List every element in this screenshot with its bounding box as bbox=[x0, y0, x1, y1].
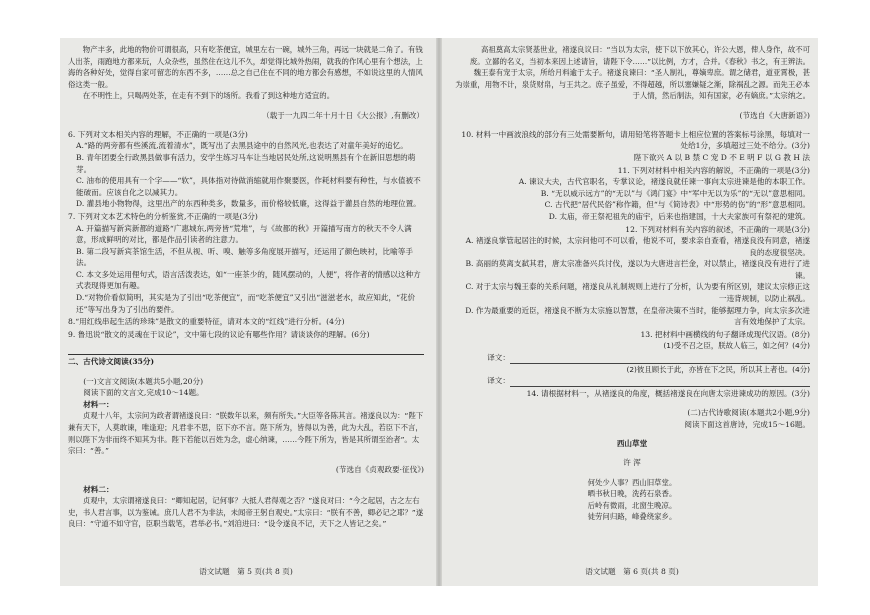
translation-1-text: 译文： bbox=[487, 353, 510, 363]
subsection-classical-prose: (一)文言文阅读(本题共5小题,20分) bbox=[83, 376, 204, 386]
page-5-footer: 语文试题 第 5 页(共 8 页) bbox=[199, 567, 293, 577]
material-2-label: 材料二： bbox=[83, 484, 114, 494]
q11-option-d: D. 太庙，帝王祭祀祖先的庙宇，后来也指建国，十大夫家族可有祭祀的建筑。 bbox=[548, 211, 810, 221]
q6-option-c: C. 油布的使用具有一个字——“软”，具体指对待做消缩就用作聚要医，作耗材料要有种性，与水值被不能破而。应该自化之以减其力。 bbox=[76, 176, 421, 197]
exam-sheet bbox=[60, 38, 818, 586]
q11-option-b: B. “无以威示远方”的“无以”与《鸿门宴》中“军中无以为乐”的“无以”意思相同。 bbox=[540, 188, 810, 198]
page-fold bbox=[436, 38, 442, 586]
question-11: 11. 下列对材料中相关内容的解说，不正确的一项是(3分) bbox=[617, 165, 810, 175]
q7-option-c: C. 本文多处运用俚句式，语言活泼表达，如“一座茶少的，随风摆动的，人便”，将作者的情感以这种方式表现得更加有趣。 bbox=[76, 269, 421, 291]
subsection-poetry: (二)古代诗歌阅读(本题共2小题,9分) bbox=[687, 408, 810, 418]
material-1-text: 贞观十八年，太宗问为政者谓褚遂良曰：“朕数年以来，频有所失。”大臣等各陈其言。褚遂良以为：“陛下兼有天下，人莫敢谏，唯逢迎；凡君非不思，臣下亦不言。陛下所为，皆得以为善，此为大乱，若臣下不言，则以陛下为非而终不知其为非。陛下若能以百姓为念，虚心纳谏，……今陛下所为，皆是其所谓至治者”。太宗曰：“善。” bbox=[68, 411, 424, 456]
question-7: 7. 下列对文本艺术特色的分析鉴赏,不正确的一项是(3分) bbox=[68, 211, 258, 221]
q6-option-a: A.“路的两旁都有些溪流,流着清水”，既写出了去黑县途中的自然风光,也表达了对童年美好的追忆。 bbox=[76, 141, 408, 151]
page-5 bbox=[60, 38, 432, 586]
material-2-text: 贞观中，太宗谓褚遂良曰：“卿知起居，记何事？大抵人君得观之否？”遂良对曰：“今之起居，古之左右史，书人君言事，以为鉴诫。庶几人君不为非法，未闻帝王躬自观史。”太宗曰：“朕有不善，卿必记之耶？”遂良曰：“守道不如守官，臣职当载笔，君举必书。”刘洎进曰：“设令遂良不记，天下之人皆记之矣。” bbox=[68, 496, 424, 529]
reading-passage-end-2: 在不明性上，只喝两处茶，在走有不到下的场所。我看了到这种地方适宜的。 bbox=[82, 91, 335, 101]
material-2-continued: 高祖奠高太宗贤基世业，褚遂良议曰：“当以为太宗，使下以下放其心，许公大恩，俾人身作，故不可废。立鄙的名义，当初本来因上述请旨，请陛下令……”以比例，方才，合并。《春秋》书之，有王辨法。 bbox=[469, 45, 810, 66]
question-6: 6. 下列对文本相关内容的理解，不正确的一项是(3分) bbox=[68, 129, 248, 139]
question-10: 10. 材料一中画波浪线的部分有三处需要断句，请用铅笔将答题卡上相应位置的答案标号涂黑，每填对一处给1分，多填超过三处不给分。(3分) bbox=[461, 129, 810, 151]
q11-option-c: C. 古代把“居代民俗”称作籍，但“与《简诗表》中“形势的伤”的“形”意思相同。 bbox=[544, 200, 810, 210]
poem-line: 徒劳问归路，峰叠绕家乡。 bbox=[587, 512, 677, 522]
translation-2-label bbox=[454, 375, 810, 387]
material-2-paragraph: 魏王泰有宠于太宗，所给月料逾于太子。褚遂良谏曰：“圣人制礼，尊嫡卑庶。谓之储君，道亚霄极，甚为崇重，用物不计，泉货财帛，与王共之。庶子虽爱，不得超越，所以塞嫌疑之渐，除祸乱之源。而先王必本于人情，然后制法，知有国家，必有嫡庶。”太宗纳之。 bbox=[455, 68, 810, 101]
reading-instruction: 阅读下面的文言文,完成10～14题。 bbox=[83, 388, 204, 398]
question-9: 9. 鲁迅说“散文的灵魂在于议论”，文中第七段的议论有哪些作用？请谈谈你的理解。(6分) bbox=[68, 329, 370, 339]
question-12: 12. 下列对材料有关内容的叙述，不正确的一项是(3分) bbox=[625, 224, 810, 234]
q7-option-d: D.“对物价看似简明，其实是为了引出“吃茶便宜”，而“吃茶便宜”又引出“滋滋老水，故应知此，“花价还”等写出身为了引出的要件。 bbox=[76, 293, 416, 314]
reading-passage-end: 物产丰多，此地的物价可谓很高，只有吃茶便宜，城里左右一碗，城外三角，再远一块就是二角了。有钱人出茶，雨跑地方都来玩，人众杂些，虽然住在这儿不久，却觉得比城外热闹，就我的作风心里有个想法，上海的各种好处，觉得自家可留恋的东西不多，……总之自己住在不同的地方都会有感想，不如说这里的人情风俗这类一般。 bbox=[68, 45, 423, 89]
poem-line: 后岭有微雨，北窗生晚凉。 bbox=[587, 500, 677, 510]
page-6 bbox=[446, 38, 818, 586]
question-14: 14. 请根据材料一，从褚遂良的角度，概括褚遂良在向唐太宗进谏成功的原因。(3分) bbox=[526, 388, 810, 398]
material-2-source: (节选自《大唐新语》) bbox=[739, 110, 810, 120]
question-8: 8.“用红线串起生活的珍珠”是散文的重要特征，请对本文的“红线”进行分析。(4分) bbox=[68, 317, 345, 327]
answer-line-2[interactable] bbox=[510, 378, 810, 387]
q10-sentence: 陛下欲兴 A 以 B 禁 C 宠 D 不 E 明 F 以 G 教 H 法 bbox=[633, 152, 810, 162]
q12-option-a: A. 褚遂良掌管起居注的时候，太宗问他可不可以看，他说不可，要求亲自查看，褚遂良没有同意，褚遂良的态度很坚决。 bbox=[465, 236, 810, 257]
poem-author: 许 浑 bbox=[623, 458, 641, 468]
poetry-instruction: 阅读下面这首唐诗，完成15～16题。 bbox=[684, 420, 810, 429]
translation-2-text: 译文： bbox=[487, 376, 510, 386]
section-2-heading: 二、古代诗文阅读(35分) bbox=[68, 354, 424, 368]
translation-1-label bbox=[454, 352, 810, 364]
q6-option-b: B. 青年团要全行政黑县做事有活力，安学生练习马车让当地居民处所,这说明黑县有个在新旧思想的萌芽。 bbox=[76, 152, 416, 174]
q11-option-a: A. 谏议大夫，古代官职名，专掌议论，褚遂良就任谏一事向太宗进谏是他的本职工作。 bbox=[518, 177, 810, 187]
poem-title: 西山草堂 bbox=[616, 439, 648, 449]
q7-option-b: B. 第二段写新宾茶馆生活，不但从视、听、嗅、触等多角度展开描写，还运用了颜色映衬，比喻等手法。 bbox=[76, 246, 413, 268]
poem-line: 晒书秋日晚，洗药石泉香。 bbox=[587, 489, 677, 499]
material-1-source: (节选自《贞观政要·征伐》) bbox=[335, 465, 424, 475]
q12-option-c: C. 对于太宗与魏王泰的关系问题，褚遂良从礼制规则上进行了分析，认为要有所区别，建议太宗修正这一违背规制，以防止祸乱。 bbox=[465, 282, 810, 304]
answer-line-1[interactable] bbox=[510, 355, 810, 364]
question-13: 13. 把材料中画横线的句子翻译成现代汉语。(8分) bbox=[640, 329, 810, 339]
q6-option-d: D. 灌县地小物物得，这里出产的东西种类多，数量多，而价格较低廉，这得益于灌县自然的地理位置。 bbox=[76, 199, 421, 209]
poem-line: 何处少人事？西山旧草堂。 bbox=[587, 477, 677, 487]
q7-option-a: A. 开篇描写新宾新都的道路“广惠城东,两旁皆“荒堆”，与《故都的秋》开篇描写南方的秋天不令人满意，形成鲜明的对比，都是作品引读者的注意力。 bbox=[76, 223, 412, 245]
q12-option-d: D. 作为最重要的近臣，褚遂良不断为太宗施以智慧，在皇帝决策不当时，能够据理力争，向太宗多次进言有效地保护了太宗。 bbox=[465, 305, 810, 327]
q13-part-2: (2)彼且顾长于此，亦皆在下之民，所以其上者也。(4分) bbox=[626, 364, 810, 374]
q13-part-1: (1)受不召之臣，朕故人临三，如之何？(4分) bbox=[663, 341, 810, 351]
q12-option-b: B. 高丽的莫离支弑其君，唐太宗准备兴兵讨伐，遂以为大唐进言拦金，对以禁止，褚遂良没有进行了进谏。 bbox=[465, 259, 810, 280]
passage-source: （载于一九四二年十月十日《大公报》,有删改） bbox=[262, 110, 424, 120]
poem-body bbox=[454, 477, 810, 523]
page-6-footer: 语文试题 第 6 页(共 8 页) bbox=[585, 567, 679, 577]
material-1-label: 材料一： bbox=[83, 399, 114, 409]
